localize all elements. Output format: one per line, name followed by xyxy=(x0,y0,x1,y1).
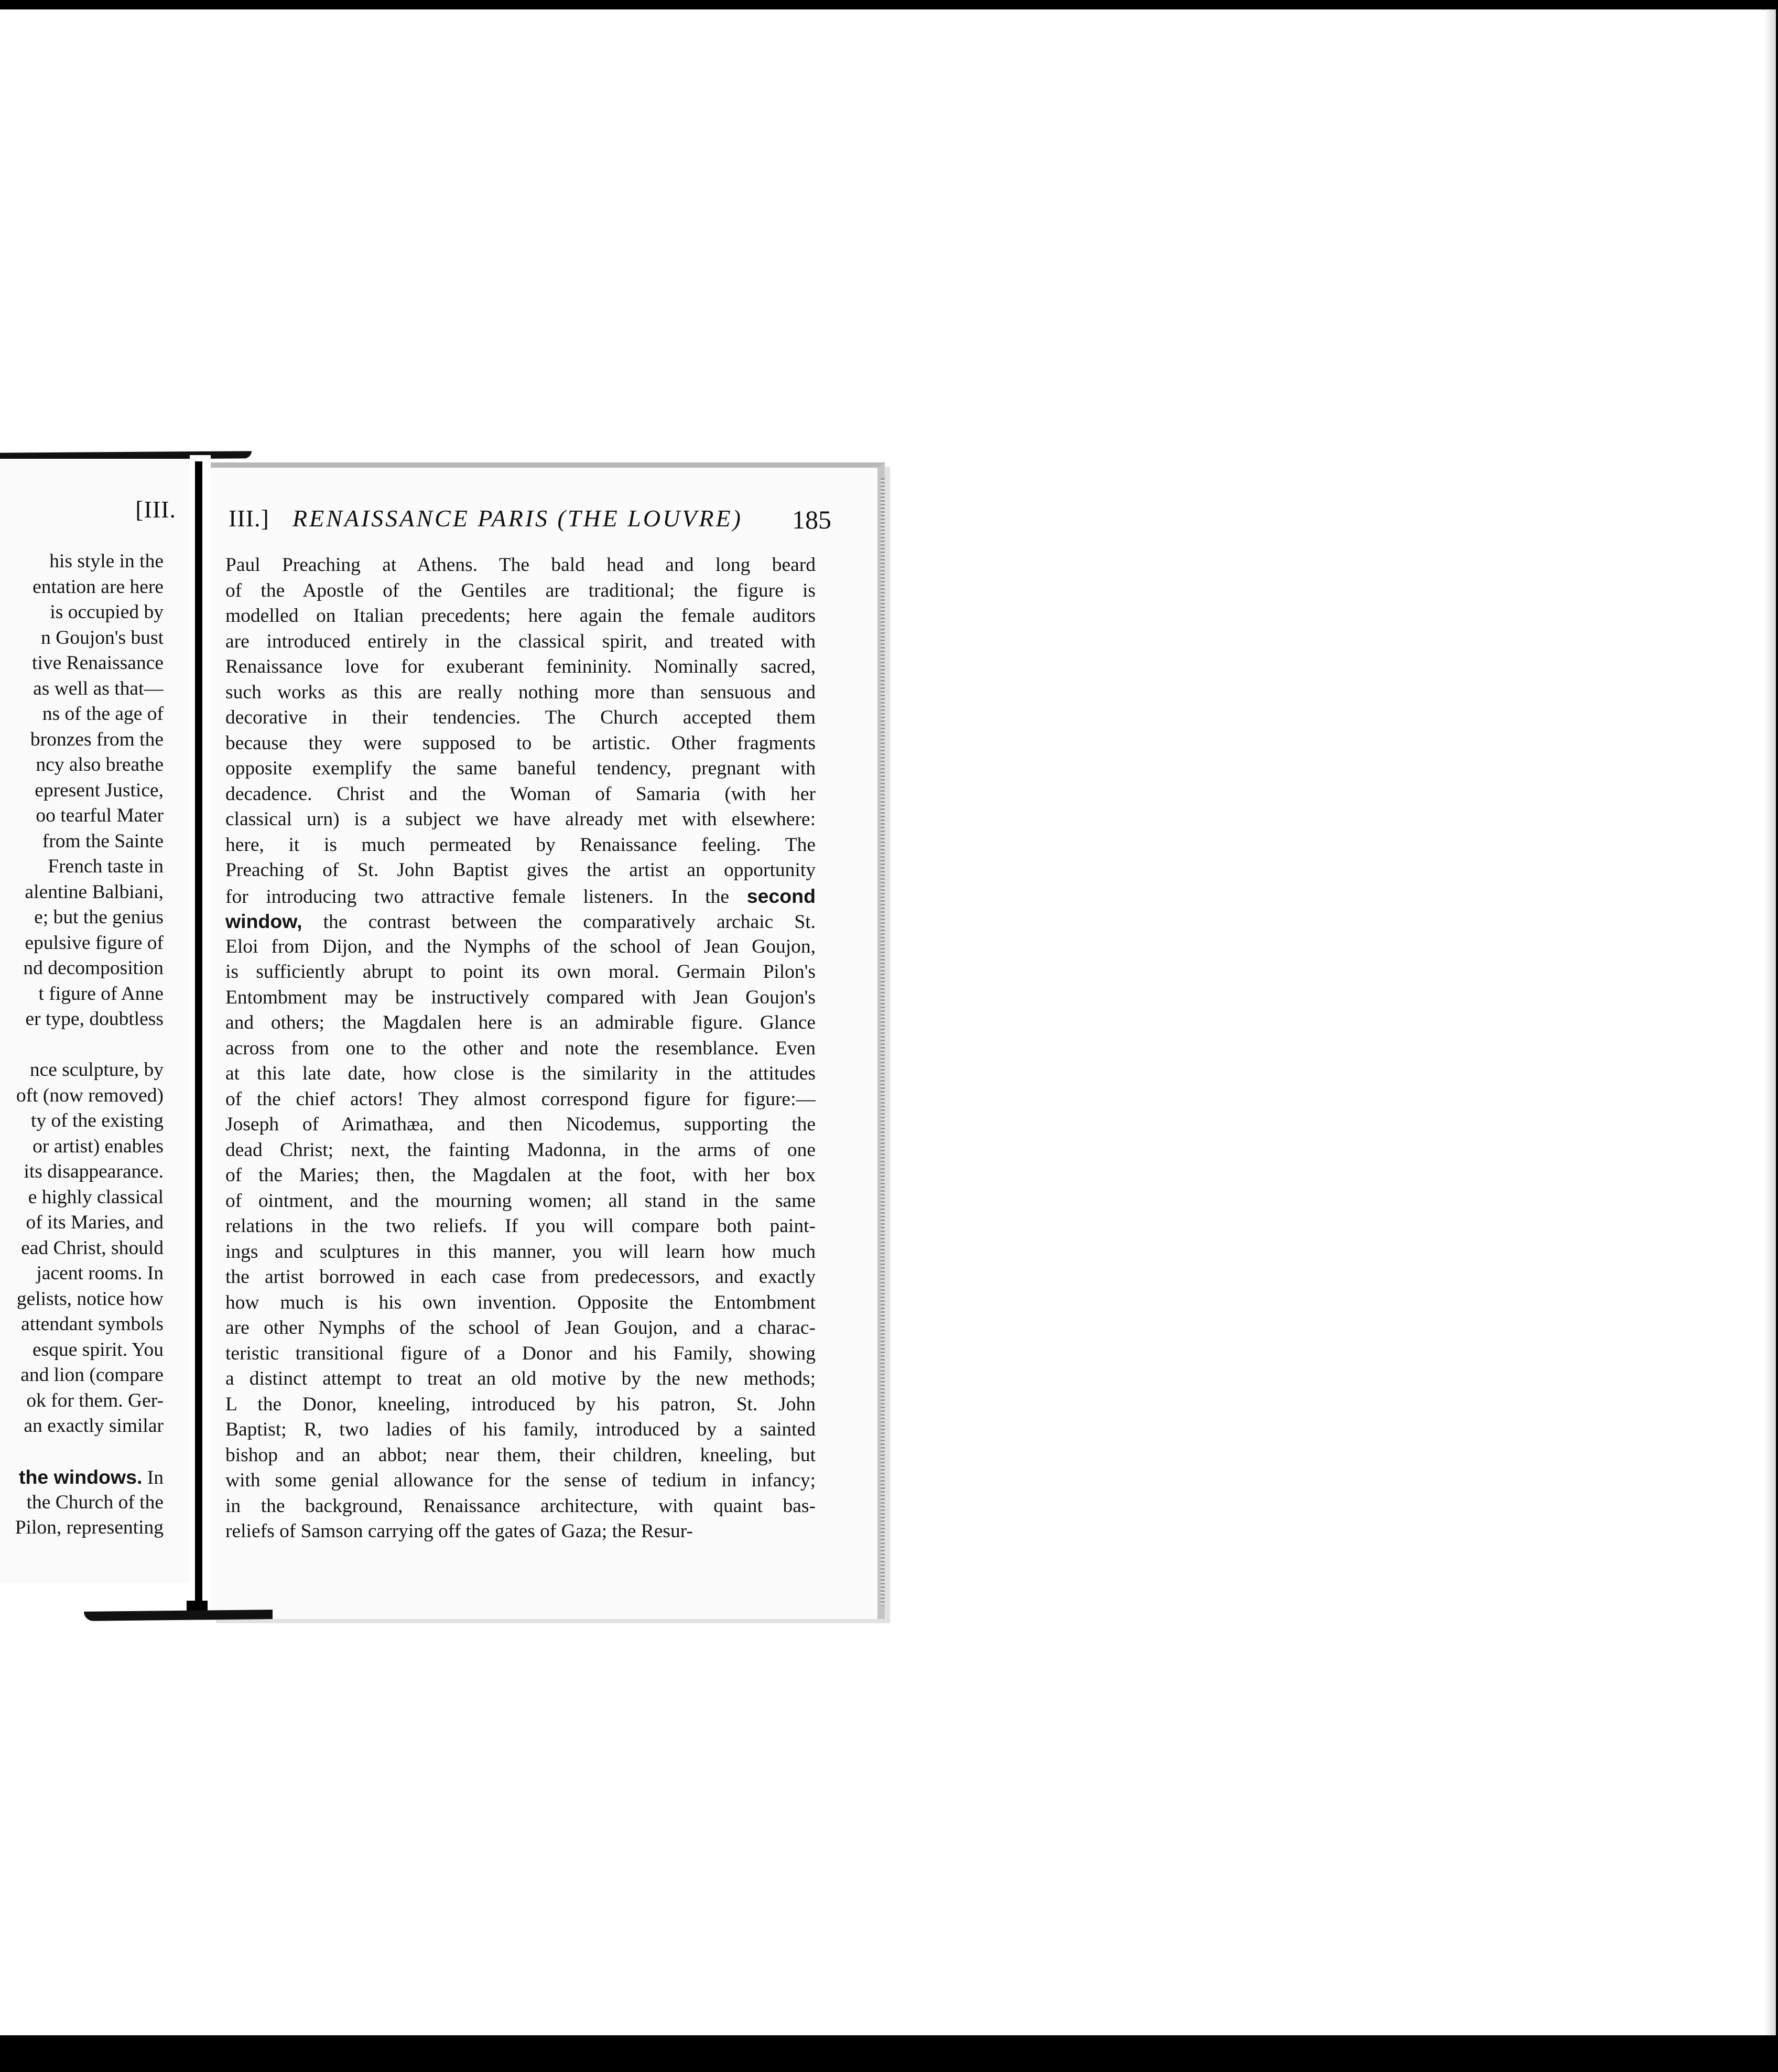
left-text-line xyxy=(0,1032,164,1058)
body-text-line: of the Apostle of the Gentiles are traditional; the figure is xyxy=(225,579,816,601)
body-text-line: decadence. Christ and the Woman of Samaria (with her xyxy=(225,783,816,805)
body-text-line: Entombment may be instructively compared with Jean Goujon's xyxy=(225,986,816,1008)
body-text-line: Paul Preaching at Athens. The bald head and long beard xyxy=(225,554,816,576)
body-text-line: of the chief actors! They almost correspond figure for figure:— xyxy=(225,1088,816,1110)
body-text-line: how much is his own invention. Opposite the Entombment xyxy=(225,1291,816,1313)
left-text-line: of its Maries, and xyxy=(26,1212,164,1233)
running-head xyxy=(229,504,831,541)
left-text-line: epulsive figure of xyxy=(25,932,164,954)
bold-phrase: the windows. xyxy=(18,1466,143,1488)
body-text-line: is sufficiently abrupt to point its own moral. Germain Pilon's xyxy=(225,961,816,983)
left-text-line: tive Renaissance xyxy=(32,652,164,674)
bold-phrase: window, xyxy=(225,910,302,932)
left-text-line: ty of the existing xyxy=(30,1110,164,1131)
body-text-line: across from one to the other and note the resemblance. Even xyxy=(225,1037,816,1059)
body-text xyxy=(225,553,816,1545)
left-text-line: the Church of the xyxy=(26,1491,164,1513)
left-text-line: the windows. In xyxy=(18,1466,164,1488)
left-text-line: Pilon, representing xyxy=(15,1517,164,1538)
left-text-line: its disappearance. xyxy=(24,1161,164,1182)
left-text-line: oft (now removed) xyxy=(16,1084,164,1106)
body-text-line: the artist borrowed in each case from predecessors, and exactly xyxy=(225,1266,816,1288)
body-text-line: reliefs of Samson carrying off the gates of Gaza; the Resur- xyxy=(225,1520,693,1542)
left-text-line: bronzes from the xyxy=(30,728,164,750)
bold-phrase: second xyxy=(746,884,816,907)
body-text-line: of the Maries; then, the Magdalen at the foot, with her box xyxy=(225,1164,816,1186)
left-text-line: nce sculpture, by xyxy=(29,1059,164,1081)
left-text-line: his style in the xyxy=(49,551,164,572)
left-text-line: or artist) enables xyxy=(32,1135,164,1157)
page-number: 185 xyxy=(792,505,831,534)
book-gutter xyxy=(190,455,211,1614)
body-text-line: dead Christ; next, the fainting Madonna, in the arms of one xyxy=(225,1139,816,1161)
left-text-line: ncy also breathe xyxy=(36,754,164,775)
book-bottom-edge xyxy=(84,1610,273,1621)
page-edge-stack xyxy=(881,478,885,1605)
left-text-line: attendant symbols xyxy=(21,1313,164,1335)
body-text-line: at this late date, how close is the similarity in the attitudes xyxy=(225,1063,816,1084)
body-text-line: opposite exemplify the same baneful tendency, pregnant with xyxy=(225,758,816,779)
body-text-line: modelled on Italian precedents; here again the female auditors xyxy=(225,605,816,627)
body-text-line: Renaissance love for exuberant femininity. Nominally sacred, xyxy=(225,656,816,677)
body-text-line: window, the contrast between the comparatively archaic St. xyxy=(225,910,816,933)
body-text-line: L the Donor, kneeling, introduced by his patron, St. John xyxy=(225,1393,816,1415)
left-text-line xyxy=(0,1439,164,1465)
body-text-line: classical urn) is a subject we have already met with elsewhere: xyxy=(225,808,816,830)
body-text-line: teristic transitional figure of a Donor and his Family, showing xyxy=(225,1342,816,1364)
body-text-line: in the background, Renaissance architecture, with quaint bas- xyxy=(225,1495,816,1517)
left-text-line: jacent rooms. In xyxy=(36,1262,164,1284)
left-text-line: ead Christ, should xyxy=(21,1237,164,1259)
body-text-line: such works as this are really nothing more than sensuous and xyxy=(225,681,816,703)
left-text-line: esque spirit. You xyxy=(32,1339,164,1361)
left-text-line: epresent Justice, xyxy=(35,779,164,801)
body-text-line: Eloi from Dijon, and the Nymphs of the school of Jean Goujon, xyxy=(225,935,816,957)
body-text-line: ings and sculptures in this manner, you will learn how much xyxy=(225,1240,816,1262)
running-title: RENAISSANCE PARIS (THE LOUVRE) xyxy=(292,505,743,532)
left-text-line: gelists, notice how xyxy=(16,1288,164,1310)
body-text-line: a distinct attempt to treat an old motive by the new methods; xyxy=(225,1368,816,1389)
body-text-line: Preaching of St. John Baptist gives the artist an opportunity xyxy=(225,859,816,881)
left-text-line: e; but the genius xyxy=(34,906,164,928)
body-text-line: are introduced entirely in the classical spirit, and treated with xyxy=(225,630,816,652)
body-text-line: for introducing two attractive female listeners. In the second xyxy=(225,884,816,908)
left-page xyxy=(0,459,190,1582)
left-text-line: t figure of Anne xyxy=(38,983,164,1005)
body-text-line: relations in the two reliefs. If you will compare both paint- xyxy=(225,1215,816,1237)
left-text-line: nd decomposition xyxy=(23,957,164,979)
body-text-line: Baptist; R, two ladies of his family, introduced by a sainted xyxy=(225,1419,816,1440)
left-text-line: French taste in xyxy=(48,856,164,877)
left-text-line: an exactly similar xyxy=(24,1415,164,1437)
left-text-line: entation are here xyxy=(32,576,164,598)
left-text-line: from the Sainte xyxy=(42,830,164,852)
body-text-line: here, it is much permeated by Renaissance feeling. The xyxy=(225,834,816,856)
left-text-line: and lion (compare xyxy=(20,1364,164,1386)
left-text-line: ok for them. Ger- xyxy=(26,1389,164,1411)
body-text-line: decorative in their tendencies. The Church accepted them xyxy=(225,707,816,728)
body-text-line: because they were supposed to be artistic. Other fragments xyxy=(225,732,816,754)
left-text-line: is occupied by xyxy=(50,601,164,623)
left-page-text xyxy=(0,549,164,1541)
section-mark: III.] xyxy=(229,505,269,532)
body-text-line: Joseph of Arimathæa, and then Nicodemus, supporting the xyxy=(225,1114,816,1135)
body-text-line: are other Nymphs of the school of Jean Goujon, and a charac- xyxy=(225,1317,816,1339)
gutter-shadow xyxy=(195,461,202,1604)
right-page xyxy=(211,462,885,1619)
left-text-line: oo tearful Mater xyxy=(36,805,164,826)
left-text-line: alentine Balbiani, xyxy=(25,881,164,903)
left-text-line: as well as that— xyxy=(33,677,164,699)
body-text-line: of ointment, and the mourning women; all stand in the same xyxy=(225,1190,816,1212)
left-text-line: ns of the age of xyxy=(42,703,164,725)
body-text-line: bishop and an abbot; near them, their children, kneeling, but xyxy=(225,1444,816,1466)
body-text-line: and others; the Magdalen here is an admirable figure. Glance xyxy=(225,1012,816,1033)
body-text-line: with some genial allowance for the sense of tedium in infancy; xyxy=(225,1470,816,1491)
left-text-line: er type, doubtless xyxy=(25,1008,164,1030)
left-text-line: e highly classical xyxy=(28,1186,164,1208)
left-text-line: n Goujon's bust xyxy=(41,627,164,649)
left-running-head: [III. xyxy=(135,496,176,523)
